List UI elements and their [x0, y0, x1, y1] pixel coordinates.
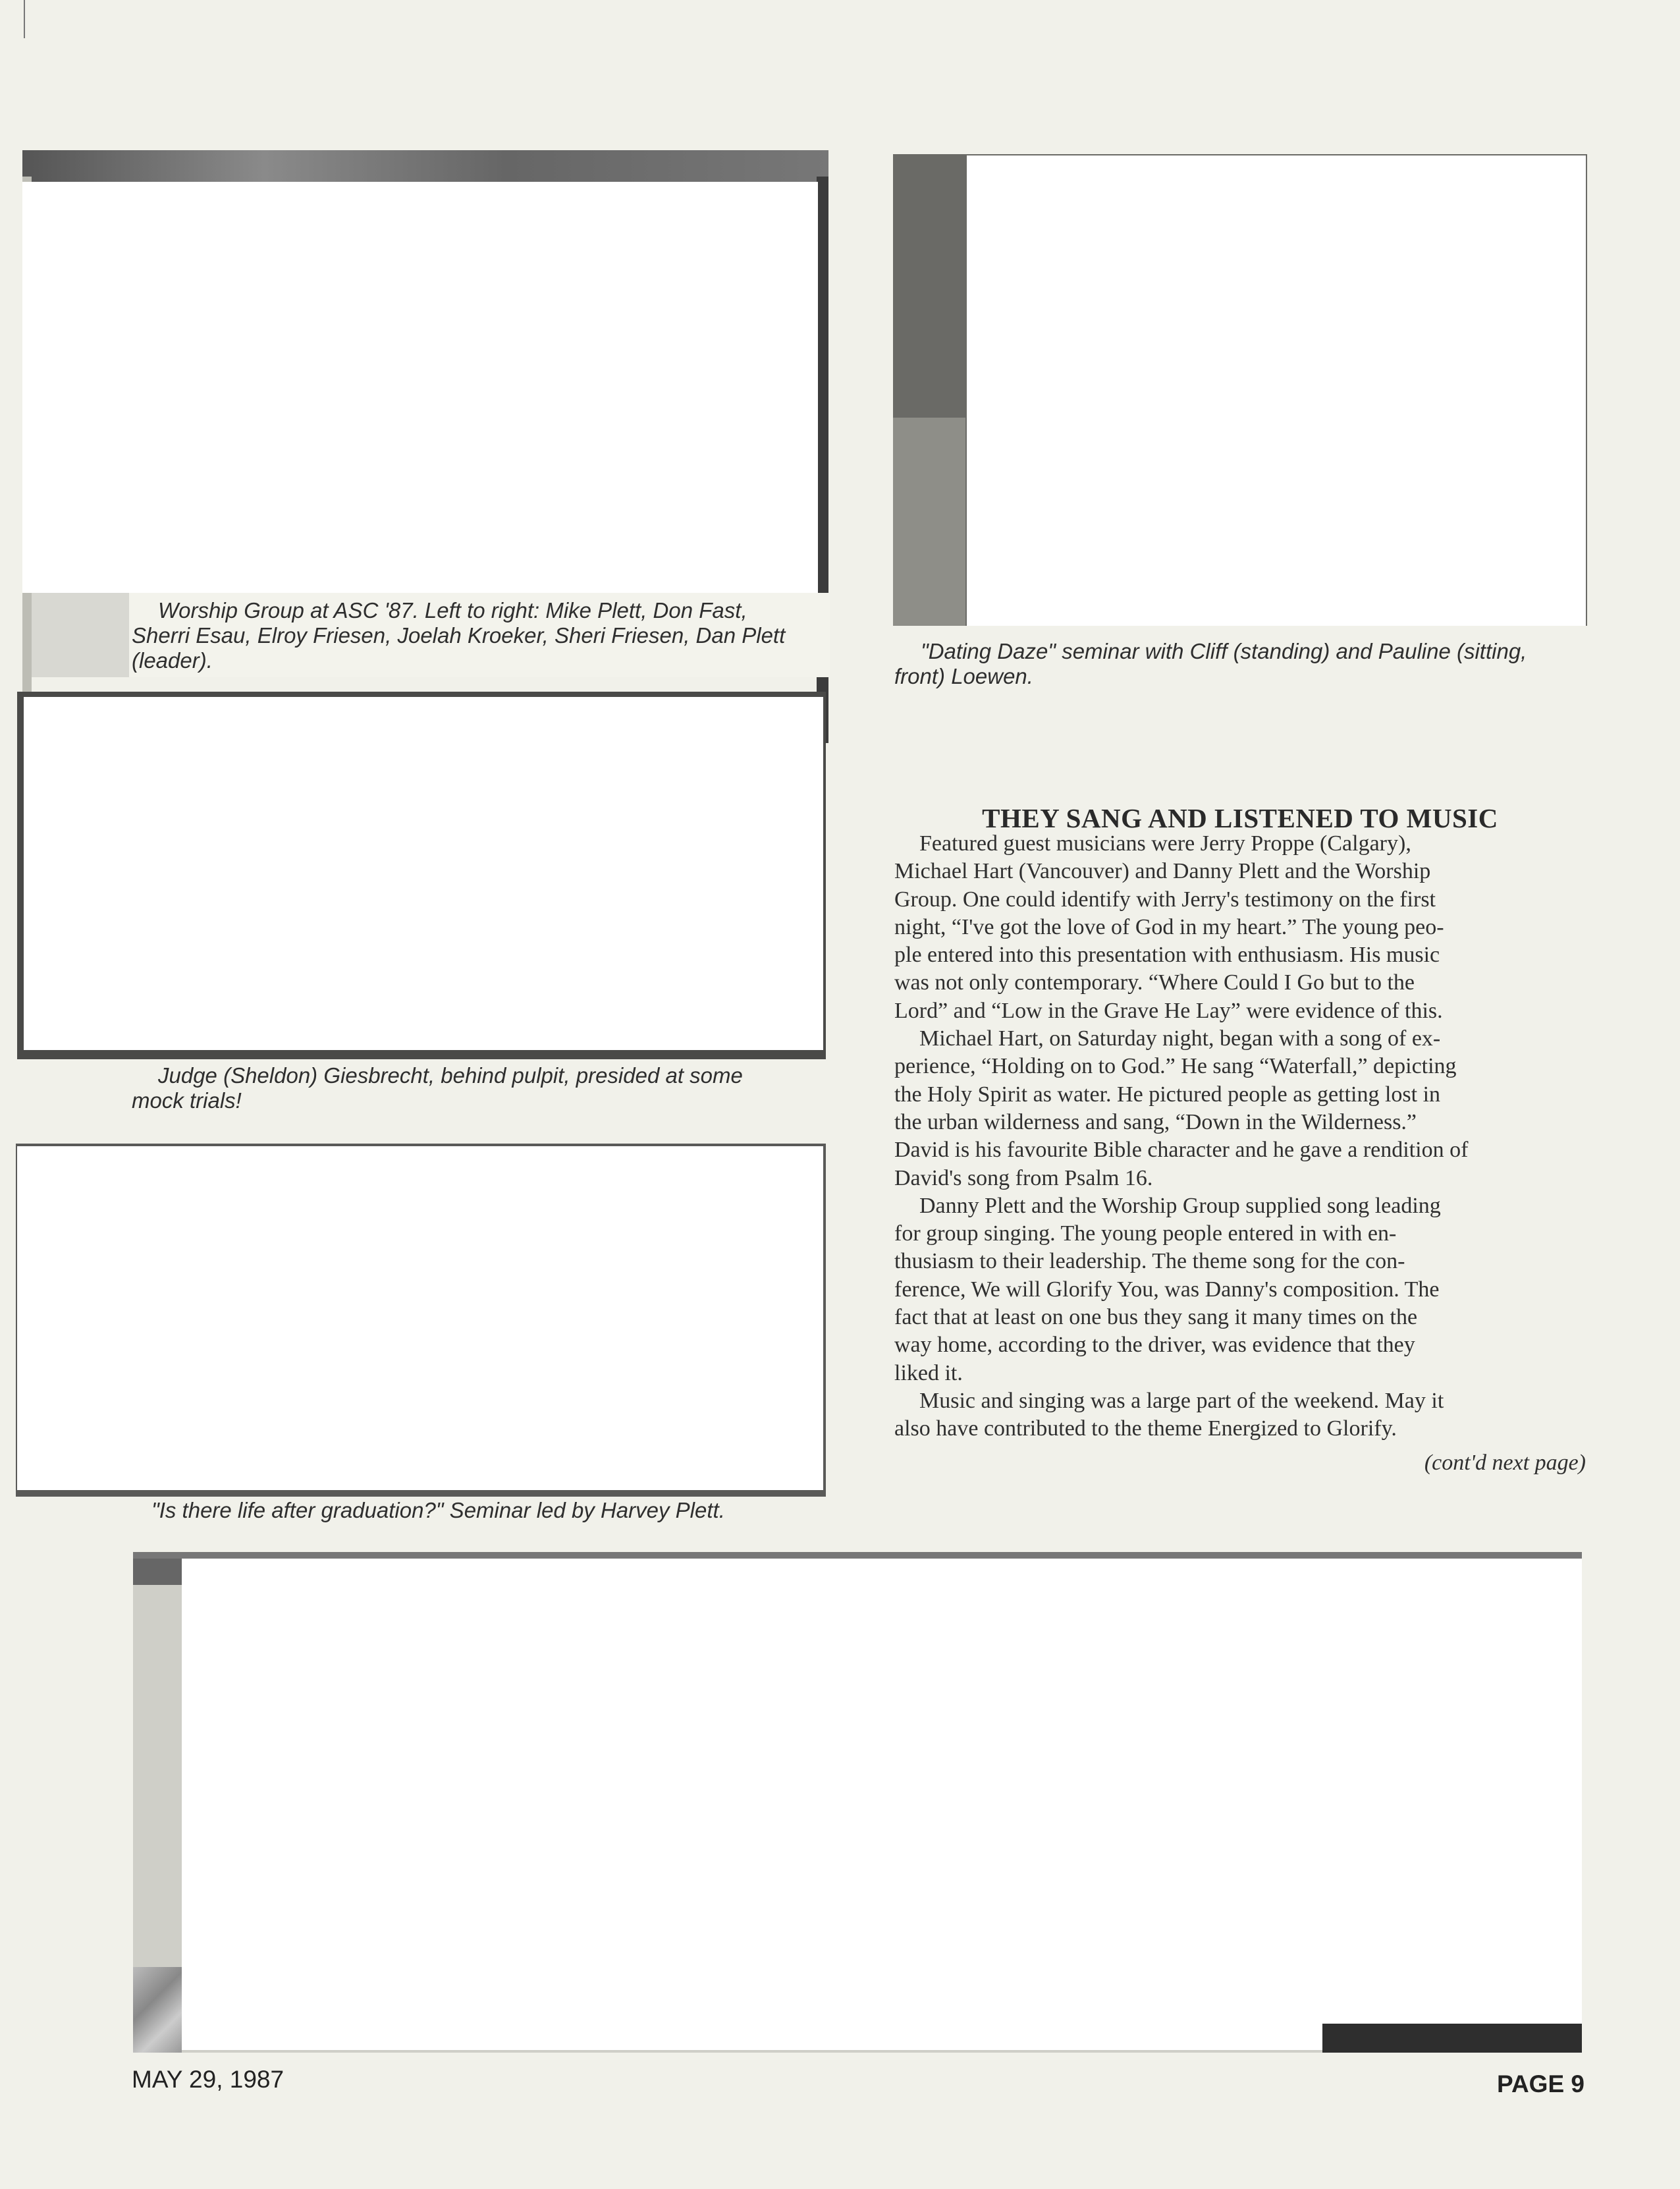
page-number: PAGE 9: [1497, 2070, 1585, 2097]
article-line: the urban wilderness and sang, “Down in the Wilderness.”: [894, 1109, 1417, 1134]
dating-daze-image: [967, 155, 1586, 626]
article-line: night, “I've got the love of God in my heart.” The young peo-: [894, 914, 1444, 939]
worship-group-image: [22, 182, 818, 593]
caption-line: Worship Group at ASC '87. Left to right: Mike Plett, Don Fast,: [158, 598, 747, 623]
graduation-seminar-image: [17, 1146, 823, 1490]
article-paragraph: [894, 1192, 1586, 1387]
article-line: Group. One could identify with Jerry's testimony on the first: [894, 887, 1436, 912]
issue-date: MAY 29, 1987: [132, 2066, 285, 2093]
article-line: Lord” and “Low in the Grave He Lay” were evidence of this.: [894, 998, 1443, 1023]
photo-corner-dark: [133, 1559, 182, 1585]
article-line: liked it.: [894, 1360, 963, 1385]
article-line: for group singing. The young people entered in with en-: [894, 1221, 1397, 1246]
article-line: was not only contemporary. “Where Could I Go but to the: [894, 970, 1415, 995]
article-line: way home, according to the driver, was evidence that they: [894, 1333, 1415, 1358]
article-line: Michael Hart, on Saturday night, began with a song of ex-: [919, 1026, 1441, 1051]
article-paragraph: [894, 1387, 1586, 1443]
caption-line: Sherri Esau, Elroy Friesen, Joelah Kroeker, Sheri Friesen, Dan Plett: [132, 623, 786, 648]
article-line: David is his favourite Bible character and he gave a rendition of: [894, 1138, 1469, 1163]
article-line: the Holy Spirit as water. He pictured people as getting lost in: [894, 1082, 1441, 1107]
article-title: THEY SANG AND LISTENED TO MUSIC: [982, 803, 1498, 833]
judge-caption: [132, 1063, 830, 1113]
dating-daze-photo: [893, 154, 1587, 626]
article-line: fact that at least on one bus they sang it many times on the: [894, 1305, 1418, 1330]
left-margin-mark: [24, 0, 25, 38]
article-line: also have contributed to the theme Energized to Glorify.: [894, 1416, 1397, 1441]
article-line: ference, We will Glorify You, was Danny's composition. The: [894, 1277, 1440, 1302]
caption-line: Judge (Sheldon) Giesbrecht, behind pulpit, presided at some: [158, 1063, 743, 1088]
judge-image: [24, 697, 823, 1050]
photo-bottom-right-dark: [1322, 2024, 1582, 2053]
continued-note: (cont'd next page): [1424, 1451, 1586, 1475]
judge-photo: [17, 692, 826, 1059]
article-paragraph: [894, 1025, 1586, 1192]
article-body: [894, 830, 1586, 1443]
bottom-wide-image-lower: [182, 2024, 1322, 2050]
article-paragraph: [894, 830, 1586, 1025]
worship-group-caption: [132, 598, 827, 673]
article-line: perience, “Holding on to God.” He sang “Waterfall,” depicting: [894, 1054, 1457, 1079]
caption-line: (leader).: [132, 648, 213, 673]
article-line: ple entered into this presentation with enthusiasm. His music: [894, 943, 1440, 968]
caption-line: front) Loewen.: [894, 664, 1033, 688]
graduation-seminar-photo: [16, 1144, 826, 1497]
graduation-caption: [151, 1498, 830, 1523]
article-line: Michael Hart (Vancouver) and Danny Plett and the Worship: [894, 859, 1431, 884]
article-line: Danny Plett and the Worship Group supplied song leading: [919, 1193, 1441, 1218]
photo-shadow-figure: [893, 418, 965, 626]
article-line: thusiasm to their leadership. The theme song for the con-: [894, 1249, 1405, 1274]
caption-line: mock trials!: [132, 1088, 242, 1113]
caption-line: "Is there life after graduation?" Seminar led by Harvey Plett.: [151, 1498, 725, 1522]
bottom-wide-image: [182, 1559, 1582, 2024]
article-line: Featured guest musicians were Jerry Proppe (Calgary),: [919, 831, 1411, 856]
photo-corner-texture: [133, 1967, 182, 2053]
article-line: Music and singing was a large part of the weekend. May it: [919, 1388, 1444, 1413]
photo-top-strip: [133, 1552, 1582, 1559]
dating-daze-caption: [894, 639, 1587, 689]
bottom-wide-photo: [133, 1552, 1582, 2053]
article-line: David's song from Psalm 16.: [894, 1165, 1153, 1190]
photo-dark-strip: [22, 150, 828, 183]
caption-line: "Dating Daze" seminar with Cliff (standing) and Pauline (sitting,: [921, 639, 1527, 663]
